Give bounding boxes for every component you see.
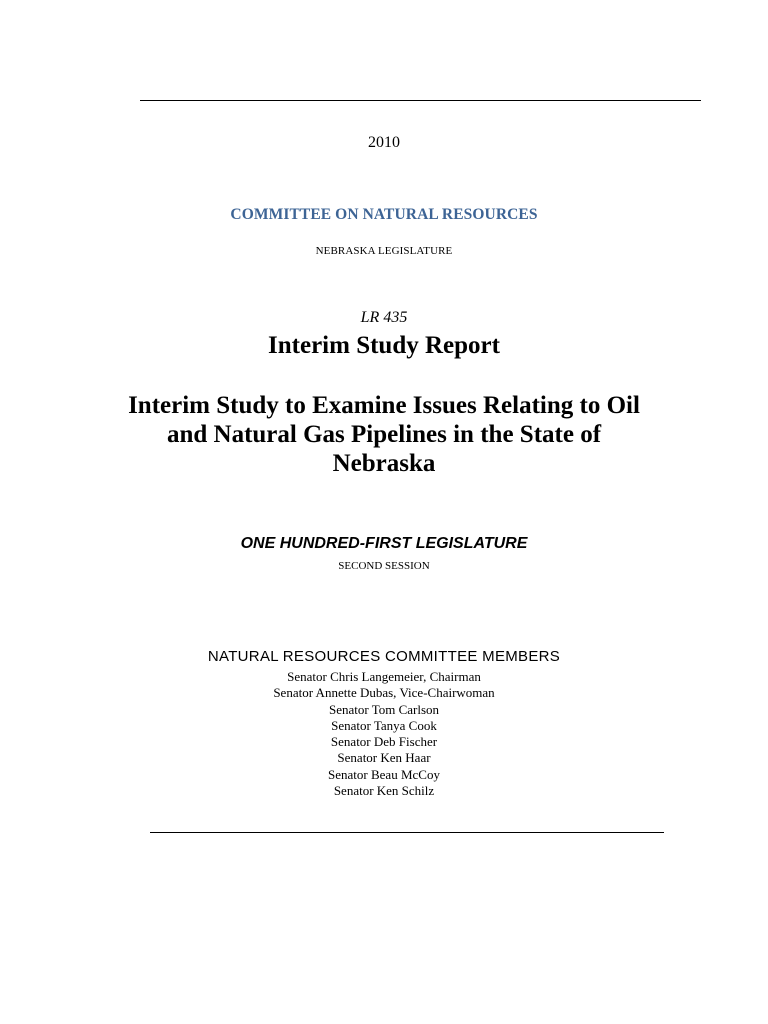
study-title-line: Nebraska xyxy=(332,450,436,477)
member-item: Senator Deb Fischer xyxy=(330,734,438,750)
members-heading: NATURAL RESOURCES COMMITTEE MEMBERS xyxy=(207,648,561,665)
member-item: Senator Ken Schilz xyxy=(333,783,435,799)
member-item: Senator Ken Haar xyxy=(337,750,431,766)
study-title-line: Interim Study to Examine Issues Relating to Oil xyxy=(128,392,640,419)
members-list xyxy=(0,669,768,799)
member-item: Senator Beau McCoy xyxy=(328,766,440,782)
legislature-name: NEBRASKA LEGISLATURE xyxy=(315,245,453,257)
legislature-number: ONE HUNDRED-FIRST LEGISLATURE xyxy=(240,535,528,552)
resolution-number: LR 435 xyxy=(360,309,408,326)
bottom-divider xyxy=(150,832,664,833)
member-item: Senator Annette Dubas, Vice-Chairwoman xyxy=(273,685,495,701)
member-item: Senator Tom Carlson xyxy=(328,701,440,717)
top-divider xyxy=(140,100,701,101)
study-title-line: and Natural Gas Pipelines in the State of xyxy=(166,421,602,448)
committee-name: COMMITTEE ON NATURAL RESOURCES xyxy=(230,206,538,223)
session-name: SECOND SESSION xyxy=(338,560,430,572)
study-title xyxy=(84,391,684,478)
member-item: Senator Chris Langemeier, Chairman xyxy=(287,669,481,684)
report-year: 2010 xyxy=(368,134,400,151)
member-item: Senator Tanya Cook xyxy=(331,717,437,733)
report-title: Interim Study Report xyxy=(268,332,500,359)
